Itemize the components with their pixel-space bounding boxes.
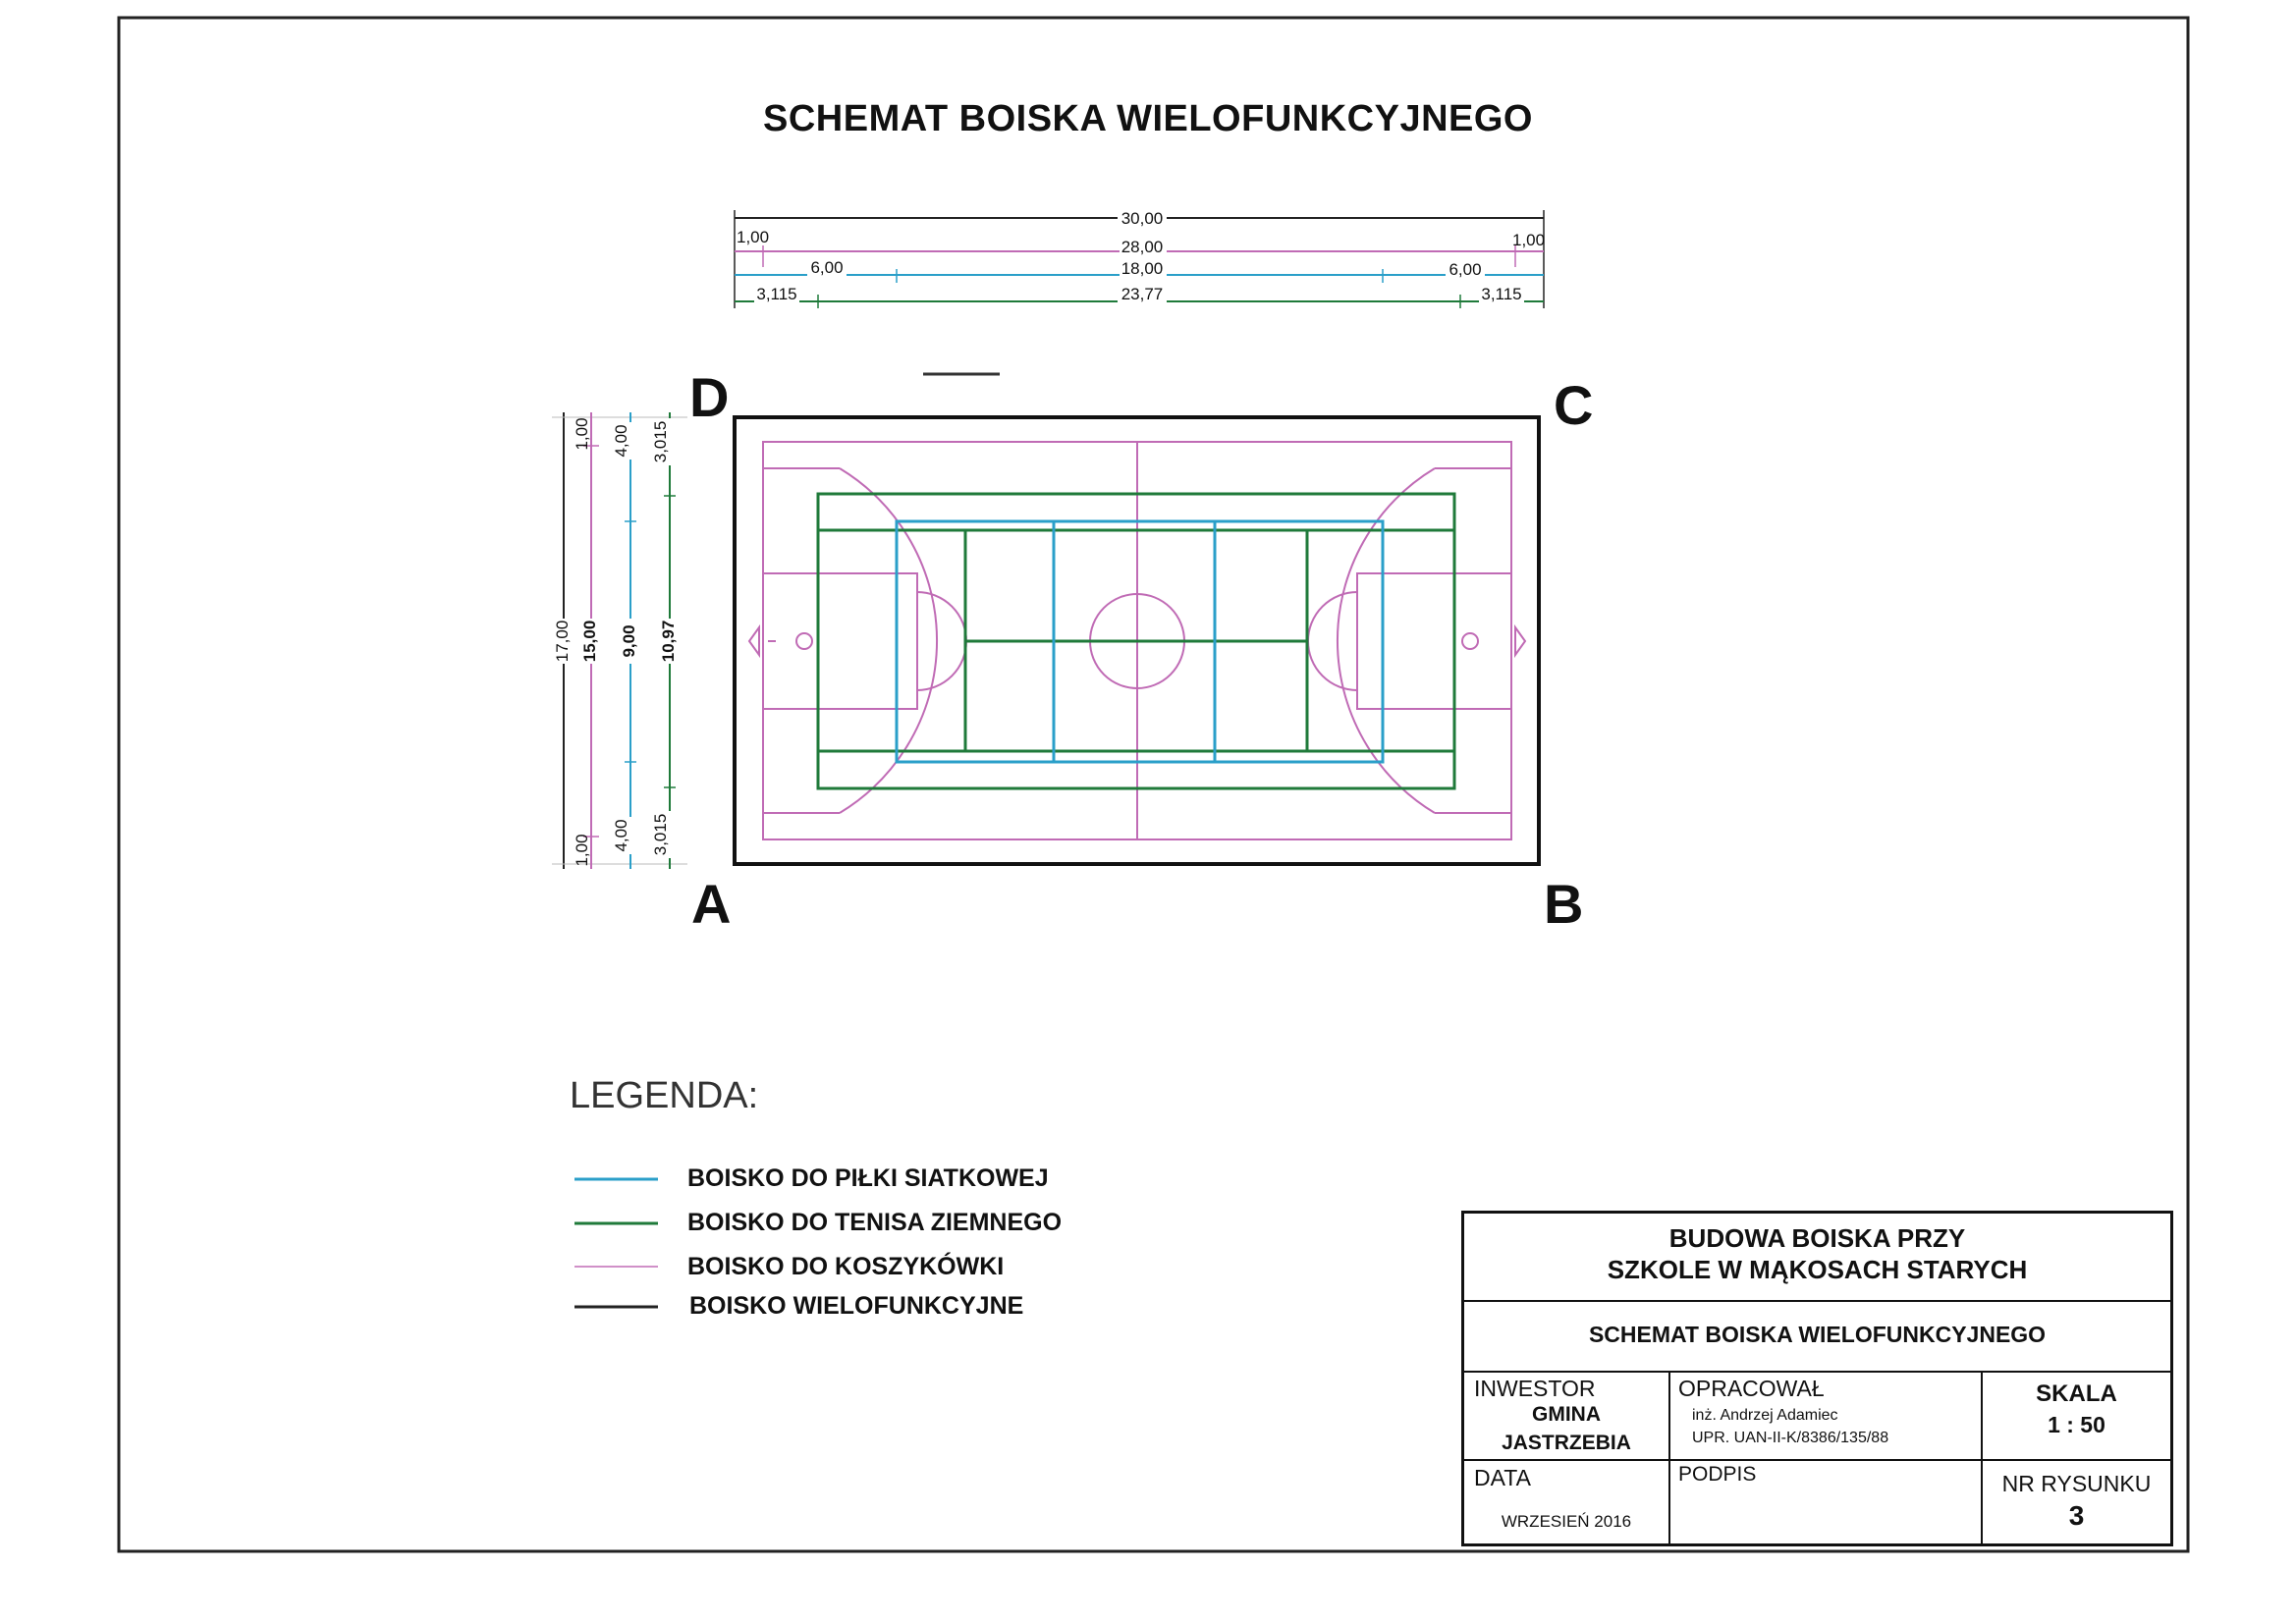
corner-label-a: A [691, 873, 732, 935]
title-block [1461, 1211, 2173, 1546]
corner-label-c: C [1554, 374, 1594, 436]
legend-item-volleyball [687, 1164, 1049, 1193]
drawing-title: SCHEMAT BOISKA WIELOFUNKCYJNEGO [1588, 1322, 2047, 1347]
dim-9: 9,00 [620, 624, 638, 658]
legend-swatches [574, 1179, 658, 1307]
scale-label: SKALA [2036, 1380, 2117, 1407]
investor-label: INWESTOR [1474, 1376, 1596, 1401]
dim-15: 15,00 [580, 620, 599, 663]
date-label: DATA [1474, 1465, 1531, 1490]
legend-item-basketball [687, 1253, 1004, 1281]
prepared-label: OPRACOWAŁ [1678, 1376, 1825, 1401]
investor-line1: GMINA [1532, 1403, 1601, 1426]
legend-label: BOISKO WIELOFUNKCYJNE [689, 1292, 1024, 1320]
dim-1-top: 1,00 [573, 417, 591, 451]
dim-6-left: 6,00 [810, 258, 844, 277]
dim-1-bottom: 1,00 [573, 834, 591, 867]
dim-1-right: 1,00 [1512, 231, 1546, 249]
legend-label: BOISKO DO TENISA ZIEMNEGO [687, 1209, 1063, 1236]
dim-6-right: 6,00 [1449, 260, 1482, 279]
project-title-line2: SZKOLE W MĄKOSACH STARYCH [1607, 1255, 2028, 1284]
dim-1-left: 1,00 [737, 228, 770, 246]
legend-item-multifunctional [689, 1292, 1023, 1321]
legend-item-tennis [687, 1209, 1062, 1237]
dim-28: 28,00 [1121, 238, 1164, 256]
dim-3015-bottom: 3,015 [651, 813, 670, 856]
horizontal-dimensions [735, 207, 1545, 308]
dim-2377: 23,77 [1121, 285, 1164, 303]
dim-1097: 10,97 [659, 620, 678, 663]
corner-label-b: B [1544, 873, 1584, 935]
drawing-number-value: 3 [2068, 1500, 2085, 1531]
dim-4-bottom: 4,00 [612, 819, 630, 852]
project-title-line1: BUDOWA BOISKA PRZY [1668, 1223, 1966, 1253]
legend-label: BOISKO DO KOSZYKÓWKI [687, 1253, 1005, 1280]
legend-title: LEGENDA: [570, 1075, 759, 1116]
dim-3115-right: 3,115 [1481, 285, 1522, 303]
drawing-number-label: NR RYSUNKU [2001, 1471, 2152, 1496]
legend-label: BOISKO DO PIŁKI SIATKOWEJ [687, 1164, 1049, 1192]
dim-30: 30,00 [1121, 209, 1164, 228]
dim-3015-top: 3,015 [651, 420, 670, 463]
corner-label-d: D [689, 366, 730, 428]
prepared-license: UPR. UAN-II-K/8386/135/88 [1692, 1430, 1889, 1446]
vertical-dimensions [552, 412, 687, 869]
court-plan [735, 417, 1539, 864]
prepared-name: inż. Andrzej Adamiec [1692, 1407, 1838, 1424]
investor-line2: JASTRZEBIA [1502, 1432, 1631, 1454]
dim-17: 17,00 [553, 620, 572, 663]
signature-label: PODPIS [1678, 1463, 1757, 1486]
dim-3115-left: 3,115 [756, 285, 797, 303]
page-title: SCHEMAT BOISKA WIELOFUNKCYJNEGO [763, 98, 1533, 139]
date-value: WRZESIEŃ 2016 [1501, 1512, 1632, 1531]
dim-18: 18,00 [1121, 259, 1164, 278]
dim-4-top: 4,00 [612, 424, 630, 458]
scale-value: 1 : 50 [2048, 1412, 2105, 1437]
